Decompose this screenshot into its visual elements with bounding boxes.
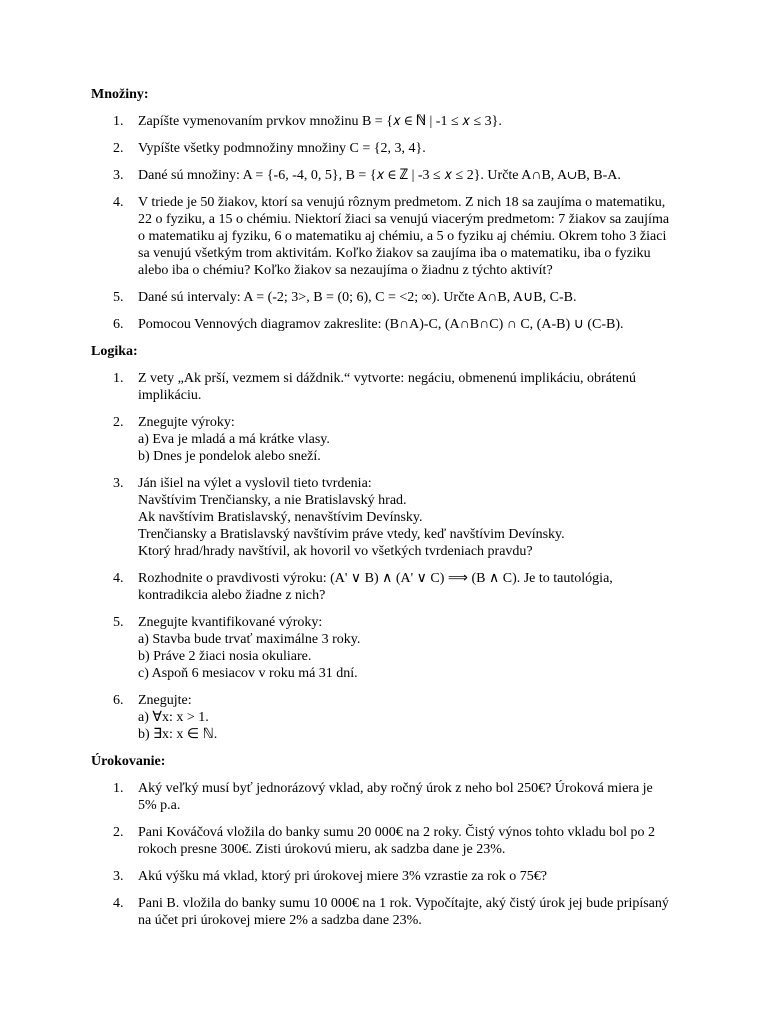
exercise-text-line: 5% p.a. xyxy=(138,798,181,813)
exercise-number: 6. xyxy=(113,693,124,708)
exercise-number: 2. xyxy=(113,141,124,156)
exercise-text-line: Trenčiansky a Bratislavský navštívim práve vtedy, keď navštívim Devínsky. xyxy=(138,527,565,542)
exercise-number: 5. xyxy=(113,290,124,305)
exercise-number: 3. xyxy=(113,869,124,884)
exercise-list xyxy=(91,113,691,333)
exercise-text-line: na účet pri úrokovej miere 2% a sadzba dane 23%. xyxy=(138,913,422,928)
exercise-text-line: a) ∀x: x > 1. xyxy=(138,710,209,725)
exercise-number: 2. xyxy=(113,825,124,840)
exercise-text-line: Ktorý hrad/hrady navštívil, ak hovoril vo všetkých tvrdeniach pravdu? xyxy=(138,544,533,559)
exercise-text-line: a) Eva je mladá a má krátke vlasy. xyxy=(138,432,330,447)
exercise-item xyxy=(91,370,691,404)
exercise-item xyxy=(91,140,691,157)
exercise-number: 3. xyxy=(113,476,124,491)
exercise-number: 4. xyxy=(113,195,124,210)
exercise-number: 5. xyxy=(113,615,124,630)
exercise-text-line: Vypíšte všetky podmnožiny množiny C = {2, 3, 4}. xyxy=(138,141,426,156)
exercise-item xyxy=(91,692,691,743)
exercise-text-line: Aký veľký musí byť jednorázový vklad, aby ročný úrok z neho bol 250€? Úroková miera je xyxy=(138,781,653,796)
exercise-number: 4. xyxy=(113,896,124,911)
exercise-text-line: c) Aspoň 6 mesiacov v roku má 31 dní. xyxy=(138,666,358,681)
section-heading: Množiny: xyxy=(91,87,149,102)
exercise-item xyxy=(91,113,691,130)
exercise-text-line: implikáciu. xyxy=(138,388,202,403)
exercise-text-line: sa venujú všetkým trom aktivitám. Koľko žiakov sa zaujíma iba o matematiku, iba o fyziku xyxy=(138,246,651,261)
exercise-text-line: Navštívim Trenčiansky, a nie Bratislavský hrad. xyxy=(138,493,407,508)
section xyxy=(91,86,691,333)
exercise-text-line: Dané sú množiny: A = {-6, -4, 0, 5}, B = {𝑥 ∈ ℤ | -3 ≤ 𝑥 ≤ 2}. Určte A∩B, A∪B, B-A. xyxy=(138,168,621,183)
exercise-item xyxy=(91,614,691,682)
exercise-text-line: o matematiku aj fyziku, 6 o matematiku aj chémiu, a 5 o fyziku aj chémiu. Okrem toho 3 žiaci xyxy=(138,229,667,244)
exercise-number: 1. xyxy=(113,781,124,796)
exercise-text-line: b) Práve 2 žiaci nosia okuliare. xyxy=(138,649,312,664)
exercise-text-line: Pani Kováčová vložila do banky sumu 20 000€ na 2 roky. Čistý výnos tohto vkladu bol po 2 xyxy=(138,825,656,840)
exercise-number: 1. xyxy=(113,114,124,129)
section-heading: Logika: xyxy=(91,344,138,359)
exercise-item xyxy=(91,167,691,184)
exercise-list xyxy=(91,780,691,929)
exercise-text-line: Dané sú intervaly: A = (-2; 3>, B = (0; 6), C = <2; ∞). Určte A∩B, A∪B, C-B. xyxy=(138,290,577,305)
exercise-text-line: a) Stavba bude trvať maximálne 3 roky. xyxy=(138,632,361,647)
exercise-text-line: V triede je 50 žiakov, ktorí sa venujú rôznym predmetom. Z nich 18 sa zaujíma o matematiku, xyxy=(138,195,666,210)
exercise-text-line: alebo iba o chémiu? Koľko žiakov sa nezaujíma o žiadnu z týchto aktivít? xyxy=(138,263,553,278)
exercise-number: 3. xyxy=(113,168,124,183)
exercise-item xyxy=(91,475,691,560)
section xyxy=(91,343,691,743)
exercise-text-line: Pomocou Vennových diagramov zakreslite: (B∩A)-C, (A∩B∩C) ∩ C, (A-B) ∪ (C-B). xyxy=(138,317,624,332)
exercise-item xyxy=(91,868,691,885)
exercise-text-line: Ján išiel na výlet a vyslovil tieto tvrdenia: xyxy=(138,476,372,491)
exercise-item xyxy=(91,194,691,279)
exercise-text-line: b) Dnes je pondelok alebo sneží. xyxy=(138,449,321,464)
document-content xyxy=(91,86,691,939)
exercise-text-line: Znegujte kvantifikované výroky: xyxy=(138,615,323,630)
exercise-number: 2. xyxy=(113,415,124,430)
section-heading: Úrokovanie: xyxy=(91,754,166,769)
exercise-text-line: Znegujte: xyxy=(138,693,192,708)
exercise-item xyxy=(91,289,691,306)
exercise-item xyxy=(91,895,691,929)
exercise-item xyxy=(91,570,691,604)
exercise-text-line: Pani B. vložila do banky sumu 10 000€ na 1 rok. Vypočítajte, aký čistý úrok jej bude pripísaný xyxy=(138,896,669,911)
exercise-item xyxy=(91,316,691,333)
exercise-item xyxy=(91,414,691,465)
exercise-text-line: b) ∃x: x ∈ ℕ. xyxy=(138,727,218,742)
section xyxy=(91,753,691,929)
exercise-text-line: rokoch presne 300€. Zisti úrokovú mieru, ak sadzba dane je 23%. xyxy=(138,842,506,857)
exercise-text-line: Z vety „Ak prší, vezmem si dáždnik.“ vytvorte: negáciu, obmenenú implikáciu, obrátenú xyxy=(138,371,637,386)
exercise-text-line: Rozhodnite o pravdivosti výroku: (A' ∨ B) ∧ (A' ∨ C) ⟹ (B ∧ C). Je to tautológia, xyxy=(138,571,613,586)
exercise-text-line: Ak navštívim Bratislavský, nenavštívim Devínsky. xyxy=(138,510,423,525)
exercise-text-line: Akú výšku má vklad, ktorý pri úrokovej miere 3% vzrastie za rok o 75€? xyxy=(138,869,548,884)
exercise-text-line: Zapíšte vymenovaním prvkov množinu B = {𝑥 ∈ ℕ | -1 ≤ 𝑥 ≤ 3}. xyxy=(138,114,502,129)
exercise-number: 1. xyxy=(113,371,124,386)
exercise-text-line: kontradikcia alebo žiadne z nich? xyxy=(138,588,326,603)
exercise-text-line: Znegujte výroky: xyxy=(138,415,235,430)
exercise-number: 4. xyxy=(113,571,124,586)
exercise-list xyxy=(91,370,691,743)
exercise-item xyxy=(91,780,691,814)
exercise-text-line: 22 o fyziku, a 15 o chémiu. Niektorí žiaci sa venujú viacerým predmetom: 7 žiakov sa zaujíma xyxy=(138,212,670,227)
exercise-number: 6. xyxy=(113,317,124,332)
exercise-item xyxy=(91,824,691,858)
